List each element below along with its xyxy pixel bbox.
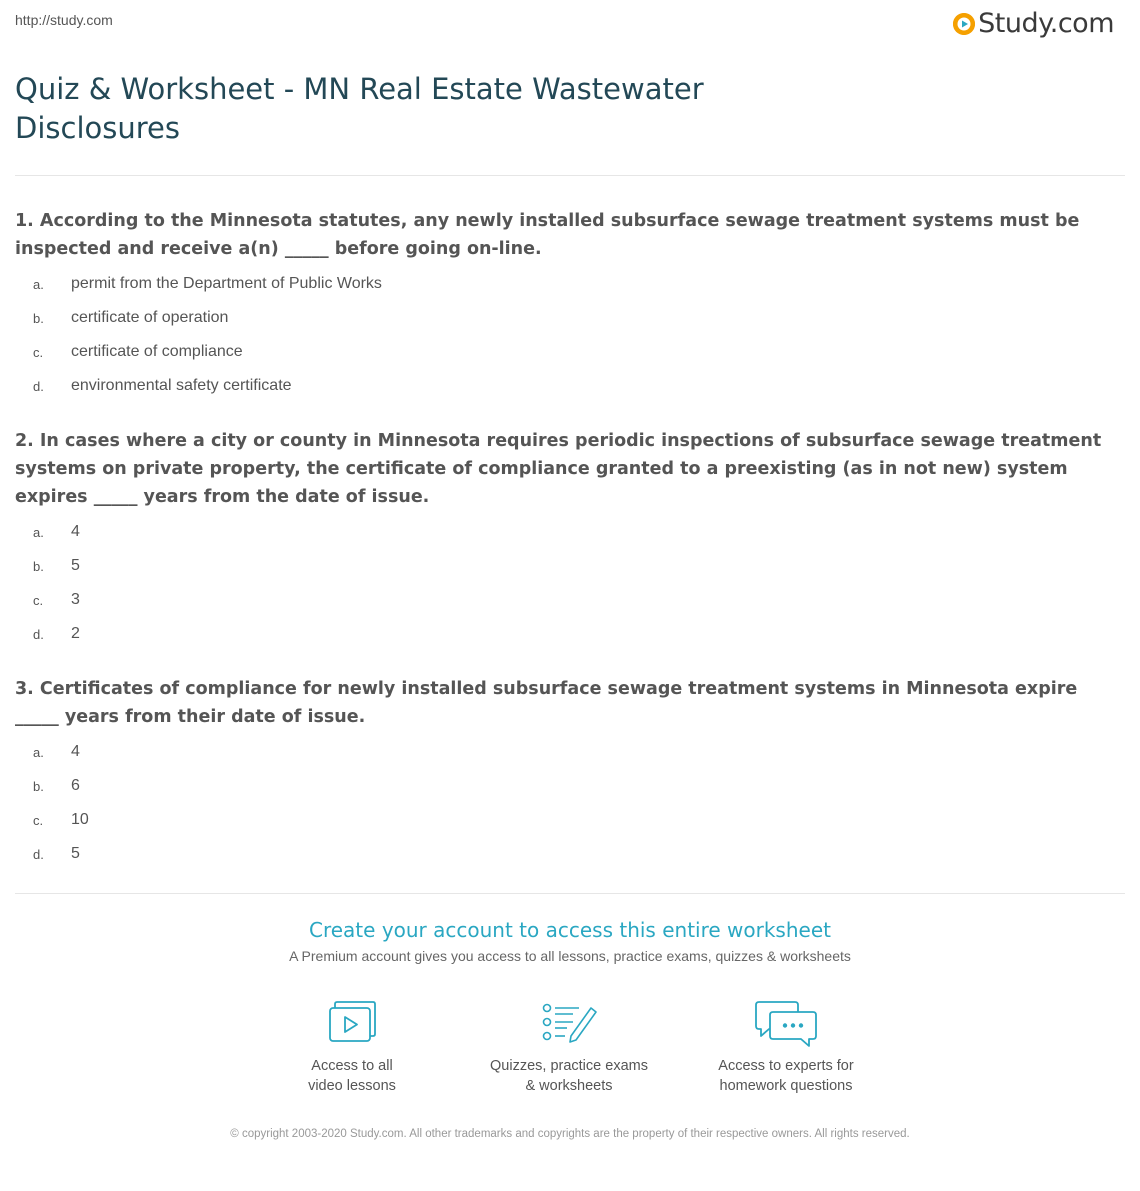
feature-label: Access to all video lessons [308, 1058, 396, 1094]
option-b[interactable] [15, 769, 1125, 803]
feature-quizzes [469, 998, 669, 1096]
option-text: 4 [71, 743, 80, 760]
divider-bottom [15, 893, 1125, 894]
question-2 [15, 427, 1125, 651]
option-d[interactable] [15, 837, 1125, 871]
site-url[interactable]: http://study.com [15, 12, 113, 28]
question-text: 3. Certificates of compliance for newly installed subsurface sewage treatment systems in Minnesota expire _____ years from their date of issue. [15, 679, 1078, 727]
question-text: 2. In cases where a city or county in Minnesota requires periodic inspections of subsurface sewage treatment systems on private property, the certificate of compliance granted to a preexisting (as in not new) system expires _____ years from the date of issue. [15, 431, 1102, 507]
option-d[interactable] [15, 369, 1125, 403]
option-c[interactable] [15, 335, 1125, 369]
option-a[interactable] [15, 735, 1125, 769]
option-text: 3 [71, 591, 80, 608]
option-text: certificate of compliance [71, 343, 243, 360]
video-lesson-icon [322, 998, 382, 1048]
option-letter: a. [33, 744, 44, 760]
options-list [15, 735, 1125, 871]
chat-bubbles-icon [753, 998, 819, 1048]
option-letter: d. [33, 626, 44, 642]
question-3 [15, 675, 1125, 871]
option-c[interactable] [15, 803, 1125, 837]
option-text: permit from the Department of Public Works [71, 275, 382, 292]
option-text: 10 [71, 811, 89, 828]
option-letter: c. [33, 344, 44, 360]
play-logo-icon [953, 13, 975, 35]
logo-text: Study.com [978, 8, 1114, 39]
feature-experts [686, 998, 886, 1096]
cta-subheading: A Premium account gives you access to all lessons, practice exams, quizzes & worksheets [289, 948, 851, 964]
cta-heading-link[interactable]: Create your account to access this entire worksheet [309, 918, 831, 942]
option-letter: a. [33, 276, 44, 292]
option-b[interactable] [15, 301, 1125, 335]
signup-cta [0, 914, 1140, 964]
option-text: environmental safety certificate [71, 377, 292, 394]
feature-label: Quizzes, practice exams & worksheets [490, 1058, 648, 1094]
page-title: Quiz & Worksheet - MN Real Estate Wastewater Disclosures [15, 72, 704, 145]
option-b[interactable] [15, 549, 1125, 583]
study-logo[interactable] [953, 8, 1114, 39]
option-a[interactable] [15, 515, 1125, 549]
option-text: 5 [71, 557, 80, 574]
option-letter: b. [33, 558, 44, 574]
top-bar [0, 0, 1140, 60]
question-1 [15, 207, 1125, 403]
feature-video-lessons [252, 998, 452, 1096]
option-text: 6 [71, 777, 80, 794]
option-text: 4 [71, 523, 80, 540]
quiz-checklist-icon [539, 998, 599, 1048]
option-letter: d. [33, 378, 44, 394]
option-letter: a. [33, 524, 44, 540]
option-d[interactable] [15, 617, 1125, 651]
option-letter: d. [33, 846, 44, 862]
option-letter: c. [33, 812, 44, 828]
question-text: 1. According to the Minnesota statutes, any newly installed subsurface sewage treatment systems must be inspected and receive a(n) _____ before going on-line. [15, 211, 1080, 259]
divider-top [15, 175, 1125, 176]
option-c[interactable] [15, 583, 1125, 617]
feature-label: Access to experts for homework questions [718, 1058, 854, 1094]
option-letter: b. [33, 778, 44, 794]
option-letter: b. [33, 310, 44, 326]
option-text: 5 [71, 845, 80, 862]
option-a[interactable] [15, 267, 1125, 301]
options-list [15, 515, 1125, 651]
copyright-footer: © copyright 2003-2020 Study.com. All other trademarks and copyrights are the property of their respective owners. All rights reserved. [230, 1128, 910, 1140]
option-text: 2 [71, 625, 80, 642]
option-letter: c. [33, 592, 44, 608]
premium-features [0, 998, 1140, 1108]
options-list [15, 267, 1125, 403]
option-text: certificate of operation [71, 309, 229, 326]
